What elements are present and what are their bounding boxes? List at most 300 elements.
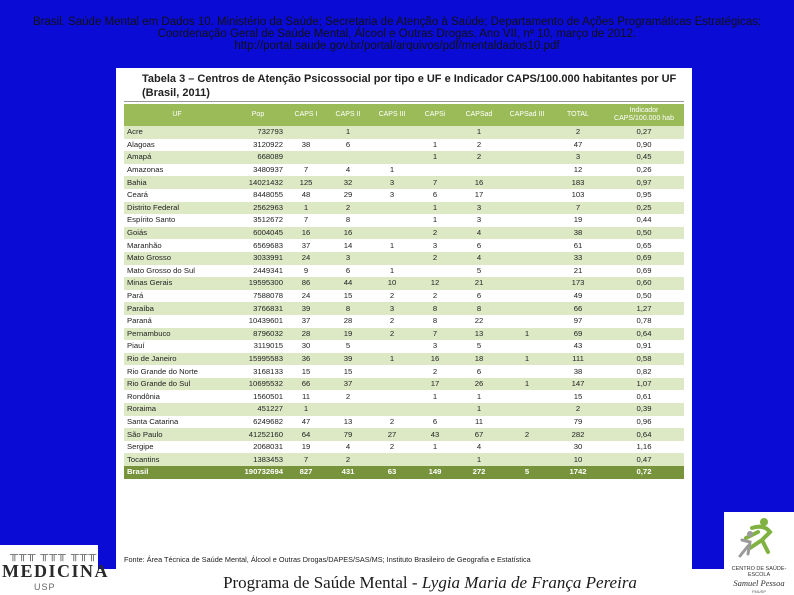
table-cell: 0,26 bbox=[604, 164, 684, 177]
table-cell bbox=[370, 365, 414, 378]
table-cell: 1 bbox=[502, 378, 552, 391]
table-cell: 66 bbox=[286, 378, 326, 391]
table-cell: 1383453 bbox=[230, 453, 286, 466]
total-cell: 431 bbox=[326, 466, 370, 479]
table-cell bbox=[502, 365, 552, 378]
table-cell: 12 bbox=[414, 277, 456, 290]
table-cell: 19595300 bbox=[230, 277, 286, 290]
table-cell: 3766831 bbox=[230, 302, 286, 315]
table-cell: 17 bbox=[456, 189, 502, 202]
uf-cell: Amazonas bbox=[124, 164, 230, 177]
table-row bbox=[124, 315, 684, 328]
table-cell: 2 bbox=[370, 328, 414, 341]
table-cell: 3 bbox=[552, 151, 604, 164]
table-row bbox=[124, 277, 684, 290]
table-cell: 1 bbox=[370, 265, 414, 278]
logo-line1: CENTRO DE SAÚDE-ESCOLA bbox=[731, 566, 787, 578]
table-cell bbox=[370, 378, 414, 391]
table-row bbox=[124, 239, 684, 252]
footer-program: Programa de Saúde Mental bbox=[223, 573, 408, 592]
table-cell: 0,58 bbox=[604, 353, 684, 366]
table-row bbox=[124, 328, 684, 341]
uf-cell: Distrito Federal bbox=[124, 202, 230, 215]
table-cell bbox=[370, 340, 414, 353]
table-row bbox=[124, 202, 684, 215]
table-cell: 79 bbox=[552, 416, 604, 429]
table-cell: 13 bbox=[326, 416, 370, 429]
table-cell: 1 bbox=[456, 403, 502, 416]
table-cell bbox=[456, 164, 502, 177]
table-cell: 6 bbox=[414, 416, 456, 429]
table-cell: 0,91 bbox=[604, 340, 684, 353]
table-row bbox=[124, 441, 684, 454]
table-cell: 0,69 bbox=[604, 265, 684, 278]
table-cell bbox=[370, 214, 414, 227]
table-cell bbox=[370, 403, 414, 416]
table-cell: 7588078 bbox=[230, 290, 286, 303]
uf-cell: Rio de Janeiro bbox=[124, 353, 230, 366]
table-cell: 2562963 bbox=[230, 202, 286, 215]
table-cell: 1 bbox=[286, 403, 326, 416]
table-cell: 2 bbox=[414, 227, 456, 240]
table-cell: 8 bbox=[326, 302, 370, 315]
medicina-usp-logo bbox=[0, 545, 110, 595]
table-row bbox=[124, 353, 684, 366]
table-row bbox=[124, 416, 684, 429]
table-cell: 0,65 bbox=[604, 239, 684, 252]
table-cell: 4 bbox=[456, 441, 502, 454]
table-cell bbox=[370, 139, 414, 152]
table-row bbox=[124, 428, 684, 441]
table-cell: 27 bbox=[370, 428, 414, 441]
table-cell: 3 bbox=[456, 202, 502, 215]
table-cell bbox=[502, 265, 552, 278]
table-title-line1: Tabela 3 – Centros de Atenção Psicossocial por tipo e UF e Indicador CAPS/100.000 habitantes por UF bbox=[142, 73, 677, 85]
table-cell: 1 bbox=[414, 151, 456, 164]
table-cell: 36 bbox=[286, 353, 326, 366]
table-cell: 668089 bbox=[230, 151, 286, 164]
table-cell: 97 bbox=[552, 315, 604, 328]
table-row bbox=[124, 214, 684, 227]
table-cell: 8796032 bbox=[230, 328, 286, 341]
uf-cell: Ceará bbox=[124, 189, 230, 202]
table-cell: 3 bbox=[414, 340, 456, 353]
table-cell: 15 bbox=[326, 290, 370, 303]
total-row bbox=[124, 466, 684, 479]
table-cell: 30 bbox=[552, 441, 604, 454]
table-cell: 43 bbox=[552, 340, 604, 353]
table-cell: 33 bbox=[552, 252, 604, 265]
table-cell bbox=[286, 151, 326, 164]
table-title-line2: (Brasil, 2011) bbox=[142, 87, 210, 99]
table-cell: 21 bbox=[552, 265, 604, 278]
table-cell: 16 bbox=[326, 227, 370, 240]
table-cell: 29 bbox=[326, 189, 370, 202]
table-cell: 7 bbox=[286, 453, 326, 466]
table-cell bbox=[370, 252, 414, 265]
table-cell bbox=[502, 277, 552, 290]
table-cell: 1 bbox=[286, 202, 326, 215]
table-cell: 5 bbox=[326, 340, 370, 353]
table-cell: 6249682 bbox=[230, 416, 286, 429]
table-cell: 183 bbox=[552, 176, 604, 189]
total-cell: 190732694 bbox=[230, 466, 286, 479]
table-cell: 4 bbox=[326, 441, 370, 454]
table-cell bbox=[370, 151, 414, 164]
table-row bbox=[124, 139, 684, 152]
table-row bbox=[124, 265, 684, 278]
logo-line2: Samuel Pessoa bbox=[733, 578, 785, 588]
table-cell: 0,96 bbox=[604, 416, 684, 429]
table-cell: 24 bbox=[286, 290, 326, 303]
column-header: TOTAL bbox=[552, 104, 604, 126]
table-row bbox=[124, 302, 684, 315]
footer-separator: - bbox=[407, 573, 422, 592]
table-cell: 79 bbox=[326, 428, 370, 441]
table-cell: 0,45 bbox=[604, 151, 684, 164]
column-header: Pop bbox=[230, 104, 286, 126]
table-cell: 1 bbox=[456, 453, 502, 466]
uf-cell: Bahia bbox=[124, 176, 230, 189]
table-cell: 125 bbox=[286, 176, 326, 189]
table-cell bbox=[502, 390, 552, 403]
table-cell bbox=[286, 126, 326, 139]
table-cell: 6004045 bbox=[230, 227, 286, 240]
table-cell: 0,61 bbox=[604, 390, 684, 403]
table-cell: 6 bbox=[456, 239, 502, 252]
table-cell: 2 bbox=[502, 428, 552, 441]
table-cell: 24 bbox=[286, 252, 326, 265]
table-source-note: Fonte: Área Técnica de Saúde Mental, Álcool e Outras Drogas/DAPES/SAS/MS; Instituto Brasileiro de Geografia e Estatística bbox=[124, 555, 531, 564]
table-row bbox=[124, 176, 684, 189]
table-cell bbox=[414, 403, 456, 416]
table-cell: 38 bbox=[552, 365, 604, 378]
table-cell bbox=[502, 252, 552, 265]
table-row bbox=[124, 378, 684, 391]
table-cell: 3119015 bbox=[230, 340, 286, 353]
table-row bbox=[124, 365, 684, 378]
table-cell: 0,82 bbox=[604, 365, 684, 378]
table-cell: 6 bbox=[326, 265, 370, 278]
table-cell: 37 bbox=[286, 315, 326, 328]
table-cell: 3 bbox=[414, 239, 456, 252]
table-cell: 3168133 bbox=[230, 365, 286, 378]
table-cell: 15 bbox=[286, 365, 326, 378]
columns-icon: ╥╥╥ ╥╥╥ ╥╥╥ bbox=[10, 549, 98, 561]
table-cell: 17 bbox=[414, 378, 456, 391]
table-cell: 16 bbox=[414, 353, 456, 366]
table-cell bbox=[502, 340, 552, 353]
table-cell: 22 bbox=[456, 315, 502, 328]
table-cell: 0,64 bbox=[604, 428, 684, 441]
table-cell: 2449341 bbox=[230, 265, 286, 278]
total-label: Brasil bbox=[124, 466, 230, 479]
table-cell: 0,95 bbox=[604, 189, 684, 202]
table-row bbox=[124, 403, 684, 416]
table-cell: 32 bbox=[326, 176, 370, 189]
table-cell: 14021432 bbox=[230, 176, 286, 189]
table-cell: 1,07 bbox=[604, 378, 684, 391]
table-cell bbox=[370, 202, 414, 215]
table-cell: 3 bbox=[326, 252, 370, 265]
table-cell: 28 bbox=[286, 328, 326, 341]
total-cell: 0,72 bbox=[604, 466, 684, 479]
table-title bbox=[142, 72, 682, 100]
table-cell bbox=[414, 164, 456, 177]
table-cell: 2 bbox=[326, 453, 370, 466]
table-cell: 39 bbox=[326, 353, 370, 366]
table-cell: 3120922 bbox=[230, 139, 286, 152]
table-cell bbox=[502, 416, 552, 429]
table-cell: 1,16 bbox=[604, 441, 684, 454]
table-cell: 11 bbox=[456, 416, 502, 429]
table-cell: 732793 bbox=[230, 126, 286, 139]
table-cell: 1 bbox=[414, 214, 456, 227]
logo-line3: FMUSP bbox=[752, 589, 766, 594]
table-cell: 26 bbox=[456, 378, 502, 391]
running-figures-icon bbox=[724, 514, 794, 566]
table-cell: 4 bbox=[456, 252, 502, 265]
table-cell: 2 bbox=[414, 365, 456, 378]
table-cell: 7 bbox=[552, 202, 604, 215]
uf-cell: Rio Grande do Sul bbox=[124, 378, 230, 391]
total-cell: 1742 bbox=[552, 466, 604, 479]
table-cell: 8 bbox=[326, 214, 370, 227]
table-cell bbox=[502, 126, 552, 139]
table-cell bbox=[502, 453, 552, 466]
uf-cell: Rio Grande do Norte bbox=[124, 365, 230, 378]
table-cell: 7 bbox=[414, 176, 456, 189]
table-cell: 147 bbox=[552, 378, 604, 391]
column-header: CAPSad III bbox=[502, 104, 552, 126]
column-header: CAPS I bbox=[286, 104, 326, 126]
table-cell: 11 bbox=[286, 390, 326, 403]
table-cell: 2 bbox=[370, 290, 414, 303]
column-header: Indicador CAPS/100.000 hab bbox=[604, 104, 684, 126]
table-cell: 1 bbox=[326, 126, 370, 139]
table-cell: 8 bbox=[456, 302, 502, 315]
table-cell: 2 bbox=[456, 139, 502, 152]
table-cell: 1 bbox=[456, 390, 502, 403]
table-cell: 10695532 bbox=[230, 378, 286, 391]
table-cell: 3 bbox=[370, 189, 414, 202]
table-cell: 15995583 bbox=[230, 353, 286, 366]
table-cell: 451227 bbox=[230, 403, 286, 416]
footer-author: Lygia Maria de França Pereira bbox=[421, 573, 637, 592]
table-cell: 6 bbox=[326, 139, 370, 152]
table-cell: 16 bbox=[286, 227, 326, 240]
table-cell: 7 bbox=[286, 214, 326, 227]
uf-cell: Alagoas bbox=[124, 139, 230, 152]
table-cell: 14 bbox=[326, 239, 370, 252]
total-cell: 272 bbox=[456, 466, 502, 479]
table-cell: 0,60 bbox=[604, 277, 684, 290]
table-cell: 1 bbox=[502, 353, 552, 366]
total-cell: 5 bbox=[502, 466, 552, 479]
table-cell: 1 bbox=[502, 328, 552, 341]
table-cell bbox=[370, 227, 414, 240]
table-cell: 7 bbox=[286, 164, 326, 177]
cse-logo bbox=[724, 512, 794, 595]
table-cell: 28 bbox=[326, 315, 370, 328]
logo-wordmark: MEDICINA bbox=[2, 561, 110, 581]
table-cell: 2 bbox=[552, 403, 604, 416]
table-cell: 1 bbox=[370, 164, 414, 177]
table-cell: 37 bbox=[326, 378, 370, 391]
table-cell bbox=[502, 139, 552, 152]
table-cell: 19 bbox=[286, 441, 326, 454]
table-cell: 0,64 bbox=[604, 328, 684, 341]
uf-cell: Mato Grosso bbox=[124, 252, 230, 265]
table-cell bbox=[414, 453, 456, 466]
uf-cell: São Paulo bbox=[124, 428, 230, 441]
uf-cell: Paraíba bbox=[124, 302, 230, 315]
table-cell: 6 bbox=[456, 365, 502, 378]
table-cell: 1,27 bbox=[604, 302, 684, 315]
table-cell: 0,78 bbox=[604, 315, 684, 328]
uf-cell: Amapá bbox=[124, 151, 230, 164]
table-row bbox=[124, 227, 684, 240]
table-cell: 6569683 bbox=[230, 239, 286, 252]
table-cell: 2 bbox=[370, 315, 414, 328]
table-cell: 19 bbox=[326, 328, 370, 341]
table-cell: 3033991 bbox=[230, 252, 286, 265]
table-cell: 12 bbox=[552, 164, 604, 177]
uf-cell: Maranhão bbox=[124, 239, 230, 252]
uf-cell: Rondônia bbox=[124, 390, 230, 403]
table-row bbox=[124, 340, 684, 353]
table-cell: 30 bbox=[286, 340, 326, 353]
table-cell bbox=[502, 151, 552, 164]
table-cell: 5 bbox=[456, 265, 502, 278]
table-cell: 4 bbox=[326, 164, 370, 177]
table-row bbox=[124, 164, 684, 177]
table-cell: 6 bbox=[414, 189, 456, 202]
table-cell bbox=[502, 202, 552, 215]
table-cell: 8 bbox=[414, 315, 456, 328]
table-cell: 15 bbox=[326, 365, 370, 378]
table-row bbox=[124, 290, 684, 303]
table-cell bbox=[502, 315, 552, 328]
caps-table bbox=[124, 104, 684, 479]
table-cell: 0,69 bbox=[604, 252, 684, 265]
table-cell: 2068031 bbox=[230, 441, 286, 454]
table-cell: 21 bbox=[456, 277, 502, 290]
table-cell: 1 bbox=[414, 202, 456, 215]
table-cell: 10 bbox=[370, 277, 414, 290]
title-divider bbox=[124, 101, 684, 102]
table-cell: 15 bbox=[552, 390, 604, 403]
uf-cell: Piauí bbox=[124, 340, 230, 353]
column-header: CAPS III bbox=[370, 104, 414, 126]
table-cell bbox=[370, 390, 414, 403]
uf-cell: Santa Catarina bbox=[124, 416, 230, 429]
table-row bbox=[124, 453, 684, 466]
uf-cell: Goiás bbox=[124, 227, 230, 240]
table-cell: 10439601 bbox=[230, 315, 286, 328]
table-cell: 282 bbox=[552, 428, 604, 441]
total-cell: 149 bbox=[414, 466, 456, 479]
table-cell: 5 bbox=[456, 340, 502, 353]
column-header: CAPSad bbox=[456, 104, 502, 126]
total-cell: 827 bbox=[286, 466, 326, 479]
table-cell: 0,39 bbox=[604, 403, 684, 416]
table-cell bbox=[326, 403, 370, 416]
table-cell: 0,50 bbox=[604, 227, 684, 240]
table-cell: 4 bbox=[456, 227, 502, 240]
table-header-row bbox=[124, 104, 684, 126]
uf-cell: Espírito Santo bbox=[124, 214, 230, 227]
table-cell: 19 bbox=[552, 214, 604, 227]
table-cell: 69 bbox=[552, 328, 604, 341]
logo-sub: USP bbox=[34, 582, 56, 592]
table-cell: 2 bbox=[326, 390, 370, 403]
table-cell: 2 bbox=[370, 416, 414, 429]
table-cell: 37 bbox=[286, 239, 326, 252]
table-cell: 2 bbox=[552, 126, 604, 139]
table-cell: 3 bbox=[370, 176, 414, 189]
table-cell: 0,50 bbox=[604, 290, 684, 303]
table-cell: 13 bbox=[456, 328, 502, 341]
table-cell: 3480937 bbox=[230, 164, 286, 177]
table-row bbox=[124, 390, 684, 403]
table-cell: 86 bbox=[286, 277, 326, 290]
table-cell: 9 bbox=[286, 265, 326, 278]
table-cell: 16 bbox=[456, 176, 502, 189]
table-cell: 41252160 bbox=[230, 428, 286, 441]
table-cell: 10 bbox=[552, 453, 604, 466]
table-cell bbox=[502, 164, 552, 177]
uf-cell: Pará bbox=[124, 290, 230, 303]
table-cell: 8448055 bbox=[230, 189, 286, 202]
table-cell: 0,25 bbox=[604, 202, 684, 215]
footer-title bbox=[150, 573, 710, 593]
uf-cell: Pernambuco bbox=[124, 328, 230, 341]
table-cell: 173 bbox=[552, 277, 604, 290]
table-cell: 2 bbox=[326, 202, 370, 215]
table-cell bbox=[326, 151, 370, 164]
table-row bbox=[124, 126, 684, 139]
table-cell bbox=[370, 126, 414, 139]
table-cell: 39 bbox=[286, 302, 326, 315]
table-cell: 0,44 bbox=[604, 214, 684, 227]
table-body bbox=[124, 126, 684, 479]
table-cell bbox=[414, 265, 456, 278]
table-cell bbox=[370, 453, 414, 466]
table-cell: 18 bbox=[456, 353, 502, 366]
table-cell bbox=[502, 290, 552, 303]
column-header: UF bbox=[124, 104, 230, 126]
table-cell: 1 bbox=[456, 126, 502, 139]
table-cell: 0,90 bbox=[604, 139, 684, 152]
table-cell: 1 bbox=[414, 441, 456, 454]
table-cell bbox=[502, 214, 552, 227]
table-cell: 0,27 bbox=[604, 126, 684, 139]
table-cell: 61 bbox=[552, 239, 604, 252]
table-cell: 47 bbox=[552, 139, 604, 152]
table-cell: 1 bbox=[370, 353, 414, 366]
total-cell: 63 bbox=[370, 466, 414, 479]
table-card bbox=[116, 68, 692, 570]
table-cell: 0,97 bbox=[604, 176, 684, 189]
table-cell: 111 bbox=[552, 353, 604, 366]
table-cell: 6 bbox=[456, 290, 502, 303]
table-cell: 2 bbox=[370, 441, 414, 454]
table-row bbox=[124, 189, 684, 202]
uf-cell: Paraná bbox=[124, 315, 230, 328]
uf-cell: Acre bbox=[124, 126, 230, 139]
table-cell: 64 bbox=[286, 428, 326, 441]
